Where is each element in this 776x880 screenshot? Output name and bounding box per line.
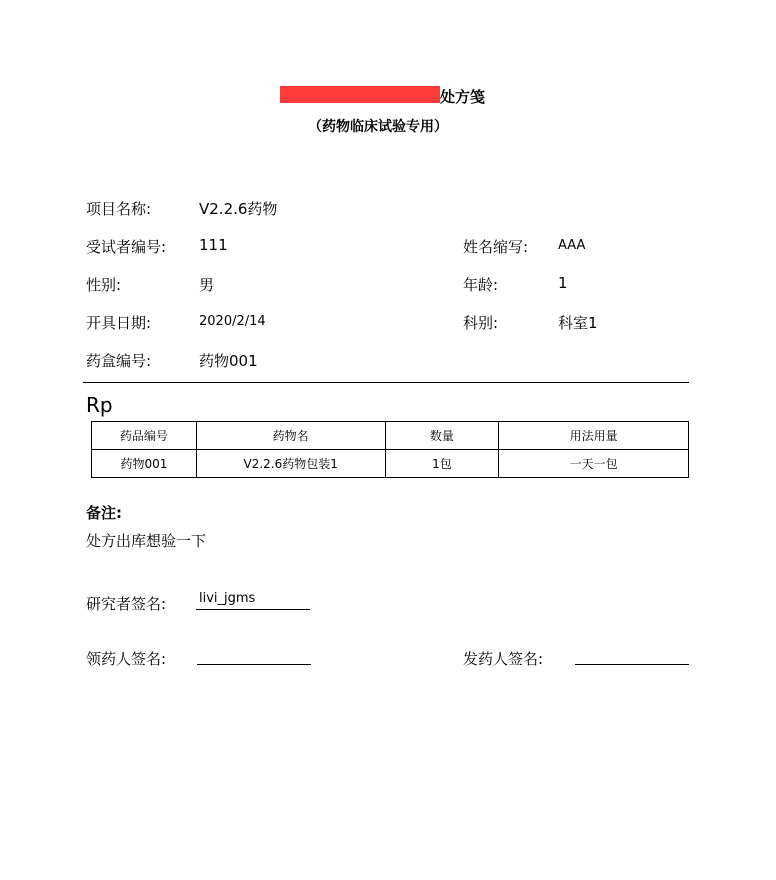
- cell-dosage: 一天一包: [499, 450, 689, 478]
- kit-number-label: 药盒编号:: [86, 352, 152, 370]
- gender-value: 男: [199, 276, 215, 294]
- dispenser-signature-label: 发药人签名:: [463, 650, 544, 668]
- name-initials-label: 姓名缩写:: [463, 238, 529, 256]
- page-title: 处方笺: [440, 88, 486, 106]
- column-header-dosage: 用法用量: [499, 422, 689, 450]
- cell-drug-code: 药物001: [92, 450, 197, 478]
- subject-number-label: 受试者编号:: [86, 238, 167, 256]
- receiver-signature-line: [197, 664, 311, 665]
- column-header-quantity: 数量: [385, 422, 499, 450]
- table-header-row: [92, 422, 689, 450]
- issue-date-value: 2020/2/14: [199, 314, 266, 329]
- researcher-signature-line: [196, 609, 310, 610]
- age-value: 1: [558, 274, 568, 292]
- prescription-table: [91, 421, 689, 478]
- department-label: 科别:: [463, 314, 499, 332]
- subject-number-value: 111: [199, 236, 228, 254]
- section-divider: [83, 382, 689, 383]
- redacted-title-block: [280, 86, 440, 103]
- remarks-text: 处方出库想验一下: [86, 532, 207, 550]
- cell-quantity: 1包: [385, 450, 499, 478]
- name-initials-value: AAA: [558, 238, 586, 253]
- researcher-signature-label: 研究者签名:: [86, 595, 167, 613]
- dispenser-signature-line: [575, 664, 689, 665]
- gender-label: 性别:: [86, 276, 122, 294]
- department-value: 科室1: [558, 314, 598, 332]
- kit-number-value: 药物001: [199, 352, 258, 370]
- page-subtitle: （药物临床试验专用）: [308, 119, 448, 135]
- issue-date-label: 开具日期:: [86, 314, 152, 332]
- age-label: 年龄:: [463, 276, 499, 294]
- table-row: [92, 450, 689, 478]
- researcher-signature-value: livi_jgms: [199, 591, 256, 606]
- cell-drug-name: V2.2.6药物包装1: [196, 450, 385, 478]
- project-name-label: 项目名称:: [86, 200, 152, 218]
- remarks-label: 备注:: [86, 504, 122, 522]
- column-header-drug-code: 药品编号: [92, 422, 197, 450]
- column-header-drug-name: 药物名: [196, 422, 385, 450]
- receiver-signature-label: 领药人签名:: [86, 650, 167, 668]
- project-name-value: V2.2.6药物: [199, 200, 278, 218]
- rp-heading: Rp: [86, 393, 113, 417]
